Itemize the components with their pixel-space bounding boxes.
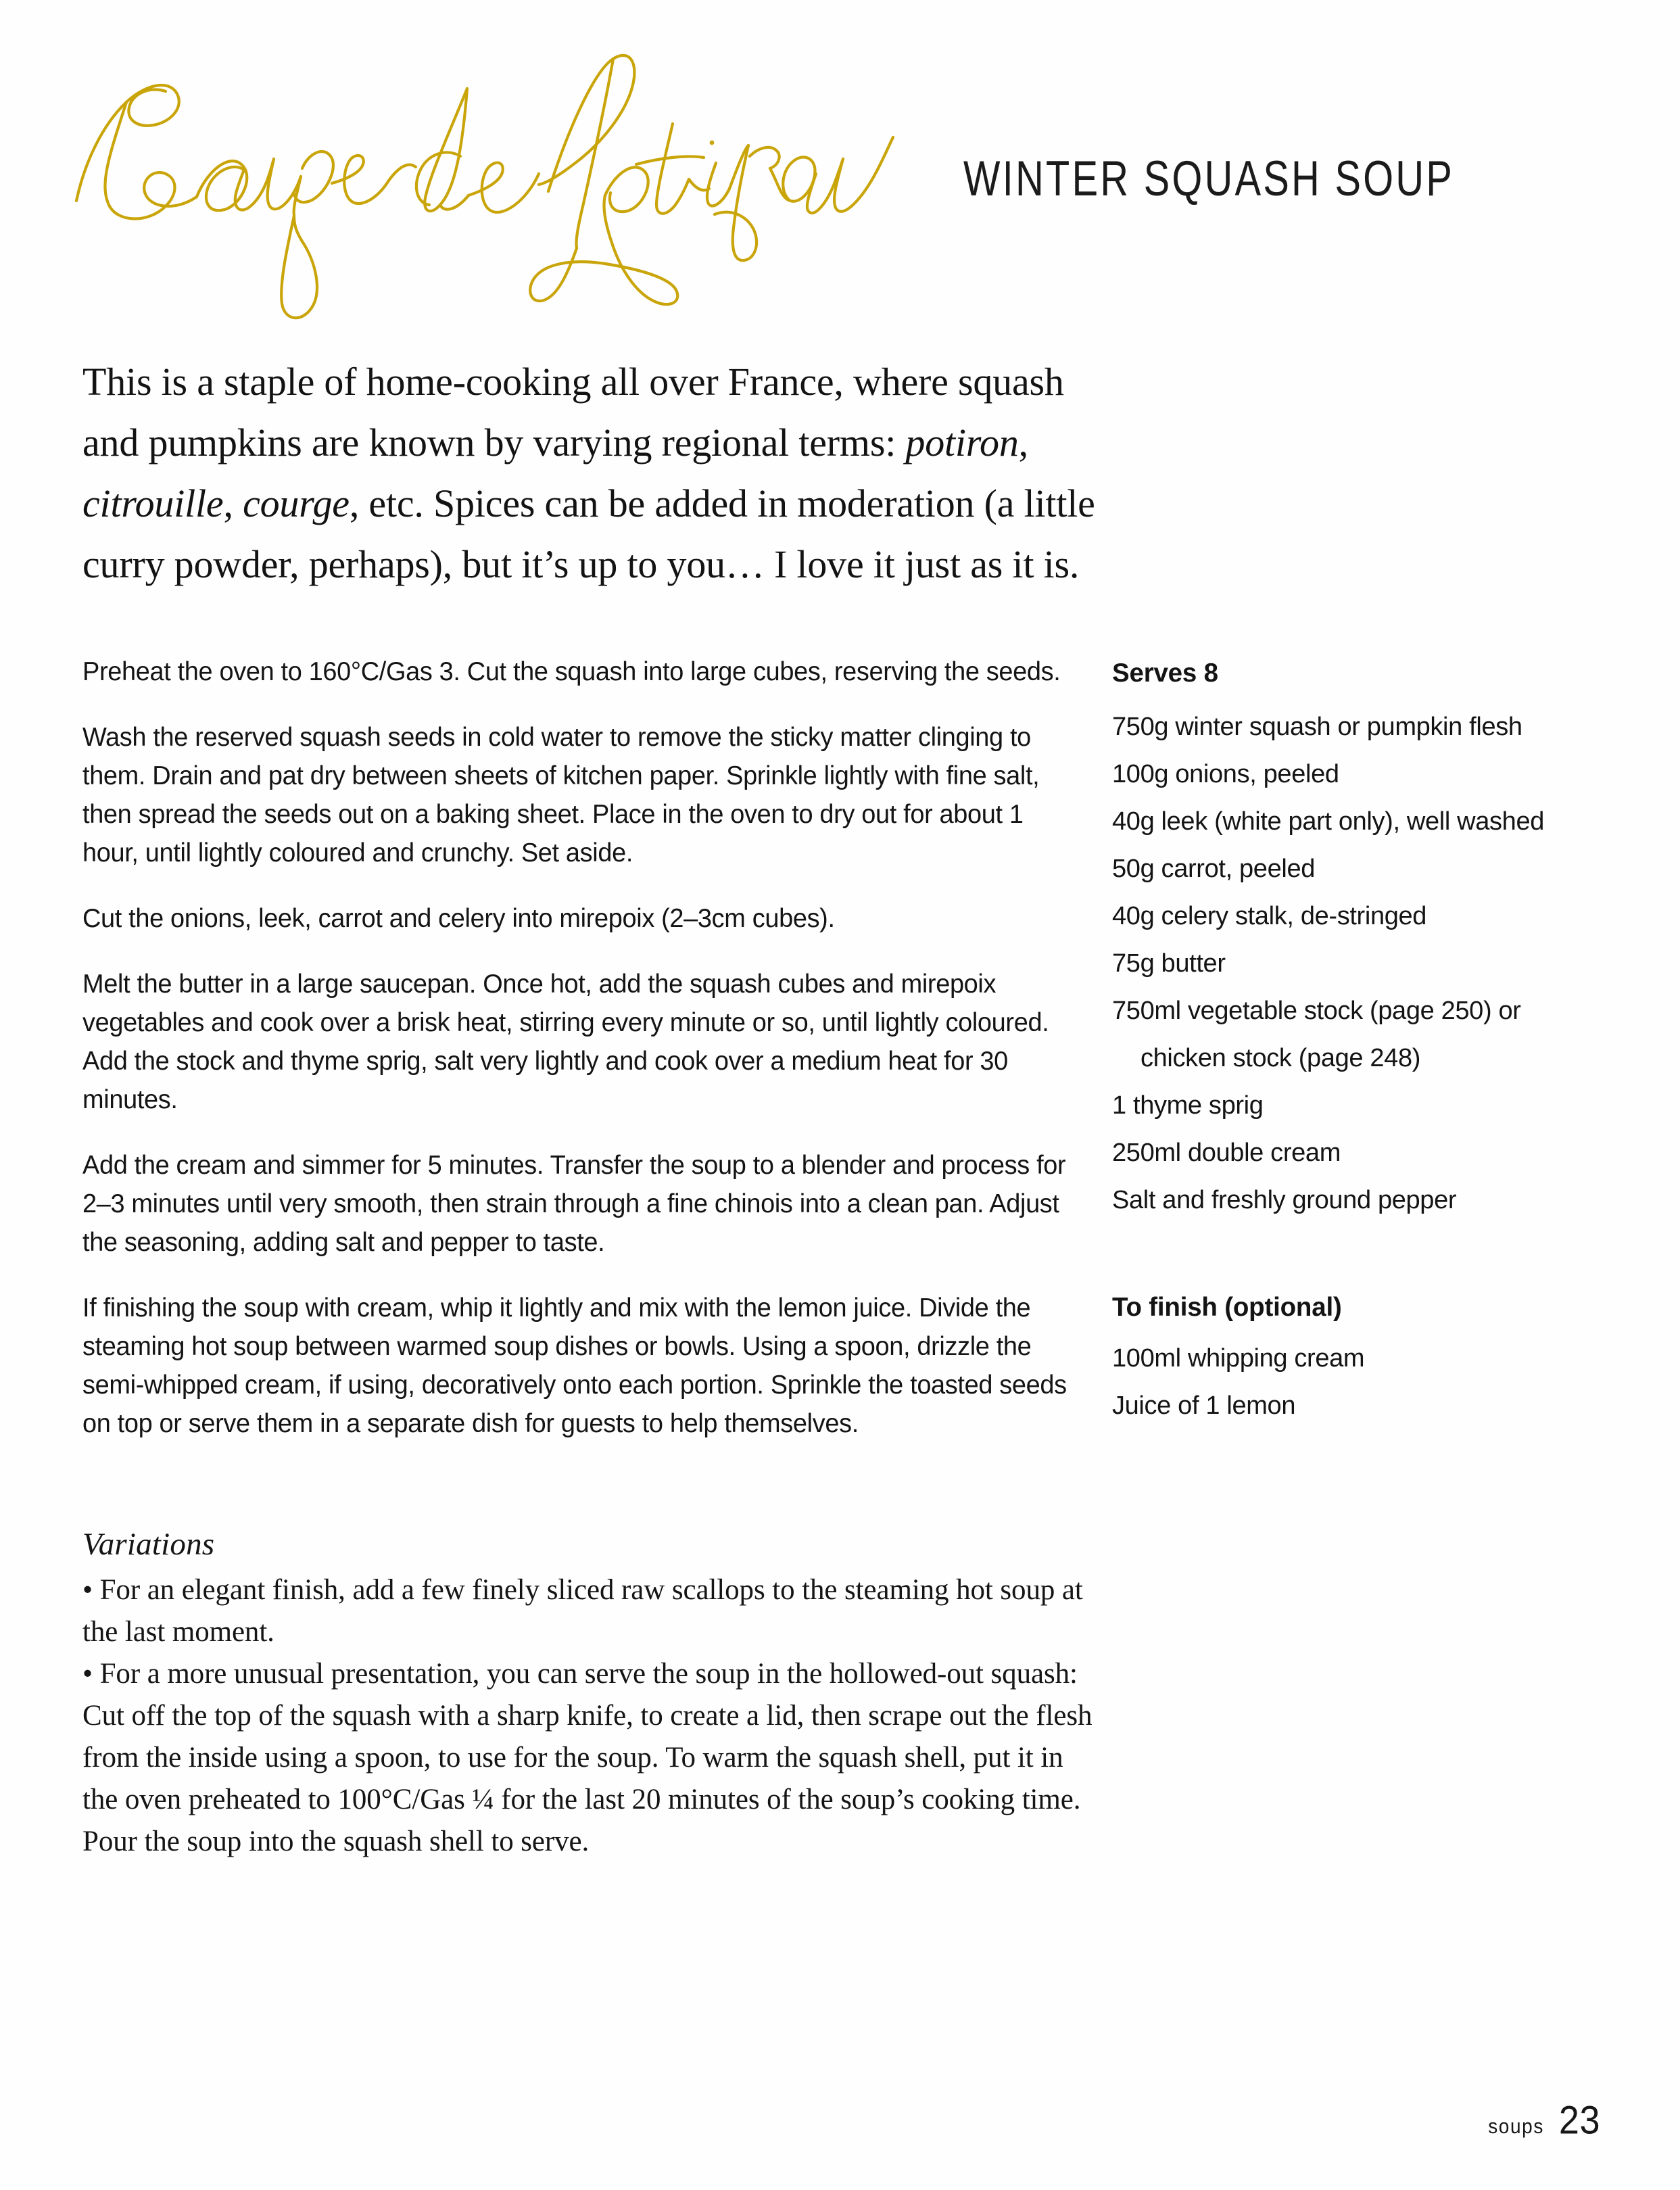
ingredient-item: 750g winter squash or pumpkin flesh [1112, 713, 1522, 741]
intro-text-part2: , [1018, 421, 1028, 465]
method-step: Preheat the oven to 160°C/Gas 3. Cut the squash into large cubes, reserving the seeds. [82, 657, 1061, 686]
ingredient-item-continuation: chicken stock (page 248) [1141, 1044, 1421, 1072]
intro-text-part3: , [223, 481, 243, 525]
method-step: Wash the reserved squash seeds in cold water to remove the sticky matter clinging to them. Drain and pat dry between sheets of kitchen paper. Sprinkle lightly with fine salt, then spread the seeds out on a baking sheet. Place in the oven to dry out for about 1 hour, until lightly coloured and crunchy. Set aside. [82, 723, 1040, 867]
to-finish-list [1112, 1335, 1599, 1429]
intro-italic-citrouille: citrouille [82, 481, 224, 525]
ingredients-list [1112, 703, 1599, 1224]
method-step: Cut the onions, leek, carrot and celery into mirepoix (2–3cm cubes). [82, 904, 835, 933]
ingredient-item: 250ml double cream [1112, 1139, 1341, 1167]
ingredient-item: 50g carrot, peeled [1112, 855, 1316, 883]
recipe-title-script [64, 24, 957, 308]
recipe-intro [82, 352, 1097, 595]
variation-item: • For a more unusual presentation, you can serve the soup in the hollowed-out squash: Cut off the top of the squash with a sharp knife, to create a lid, then scrape out the flesh from the inside using a spoon, to use for the soup. To warm the squash shell, put it in the oven preheated to 100°C/Gas ¼ for the last 20 minutes of the soup’s cooking time. Pour the soup into the squash shell to serve. [82, 1658, 1093, 1857]
method-step: If finishing the soup with cream, whip it lightly and mix with the lemon juice. Divide the steaming hot soup between warmed soup dishes or bowls. Using a spoon, drizzle the semi-whipped cream, if using, decoratively onto each portion. Sprinkle the toasted seeds on top or serve them in a separate dish for guests to help themselves. [82, 1293, 1067, 1438]
variations-section [82, 1525, 1097, 1863]
serves-heading: Serves 8 [1112, 659, 1218, 688]
method-column [82, 652, 1093, 1470]
to-finish-heading: To finish (optional) [1112, 1293, 1342, 1322]
method-step: Add the cream and simmer for 5 minutes. Transfer the soup to a blender and process for 2–3 minutes until very smooth, then strain through a fine chinois into a clean pan. Adjust the seasoning, adding salt and pepper to taste. [82, 1151, 1066, 1257]
intro-text-part1: This is a staple of home-cooking all over France, where squash and pumpkins are known by varying regional terms: [82, 360, 1064, 465]
footer-section-label: soups [1488, 2114, 1544, 2138]
variations-title: Variations [82, 1527, 215, 1562]
intro-italic-potiron: potiron [905, 421, 1019, 465]
ingredient-item: 75g butter [1112, 949, 1226, 978]
finish-item: 100ml whipping cream [1112, 1344, 1365, 1373]
intro-italic-courge: courge [243, 481, 350, 525]
ingredients-column [1112, 654, 1599, 1429]
ingredient-item: 40g leek (white part only), well washed [1112, 807, 1545, 836]
ingredient-item: 1 thyme sprig [1112, 1091, 1264, 1120]
recipe-subtitle: WINTER SQUASH SOUP [963, 151, 1455, 206]
page-header [0, 0, 1680, 318]
ingredient-item: 100g onions, peeled [1112, 760, 1339, 788]
intro-text-part4: , etc. Spices can be added in moderation (a little curry powder, perhaps), but it’s up to you… I love it just as it is. [82, 481, 1095, 586]
variation-item: • For an elegant finish, add a few finely sliced raw scallops to the steaming hot soup at the last moment. [82, 1574, 1083, 1648]
page-number: 23 [1558, 2098, 1600, 2143]
ingredient-item: 750ml vegetable stock (page 250) or [1112, 997, 1521, 1025]
ingredient-item: 40g celery stalk, de-stringed [1112, 902, 1427, 930]
ingredient-item: Salt and freshly ground pepper [1112, 1186, 1457, 1214]
method-step: Melt the butter in a large saucepan. Once hot, add the squash cubes and mirepoix vegetables and cook over a brisk heat, stirring every minute or so, until lightly coloured. Add the stock and thyme sprig, salt very lightly and cook over a medium heat for 30 minutes. [82, 970, 1049, 1114]
page-footer [1488, 2099, 1600, 2141]
finish-item: Juice of 1 lemon [1112, 1391, 1296, 1420]
